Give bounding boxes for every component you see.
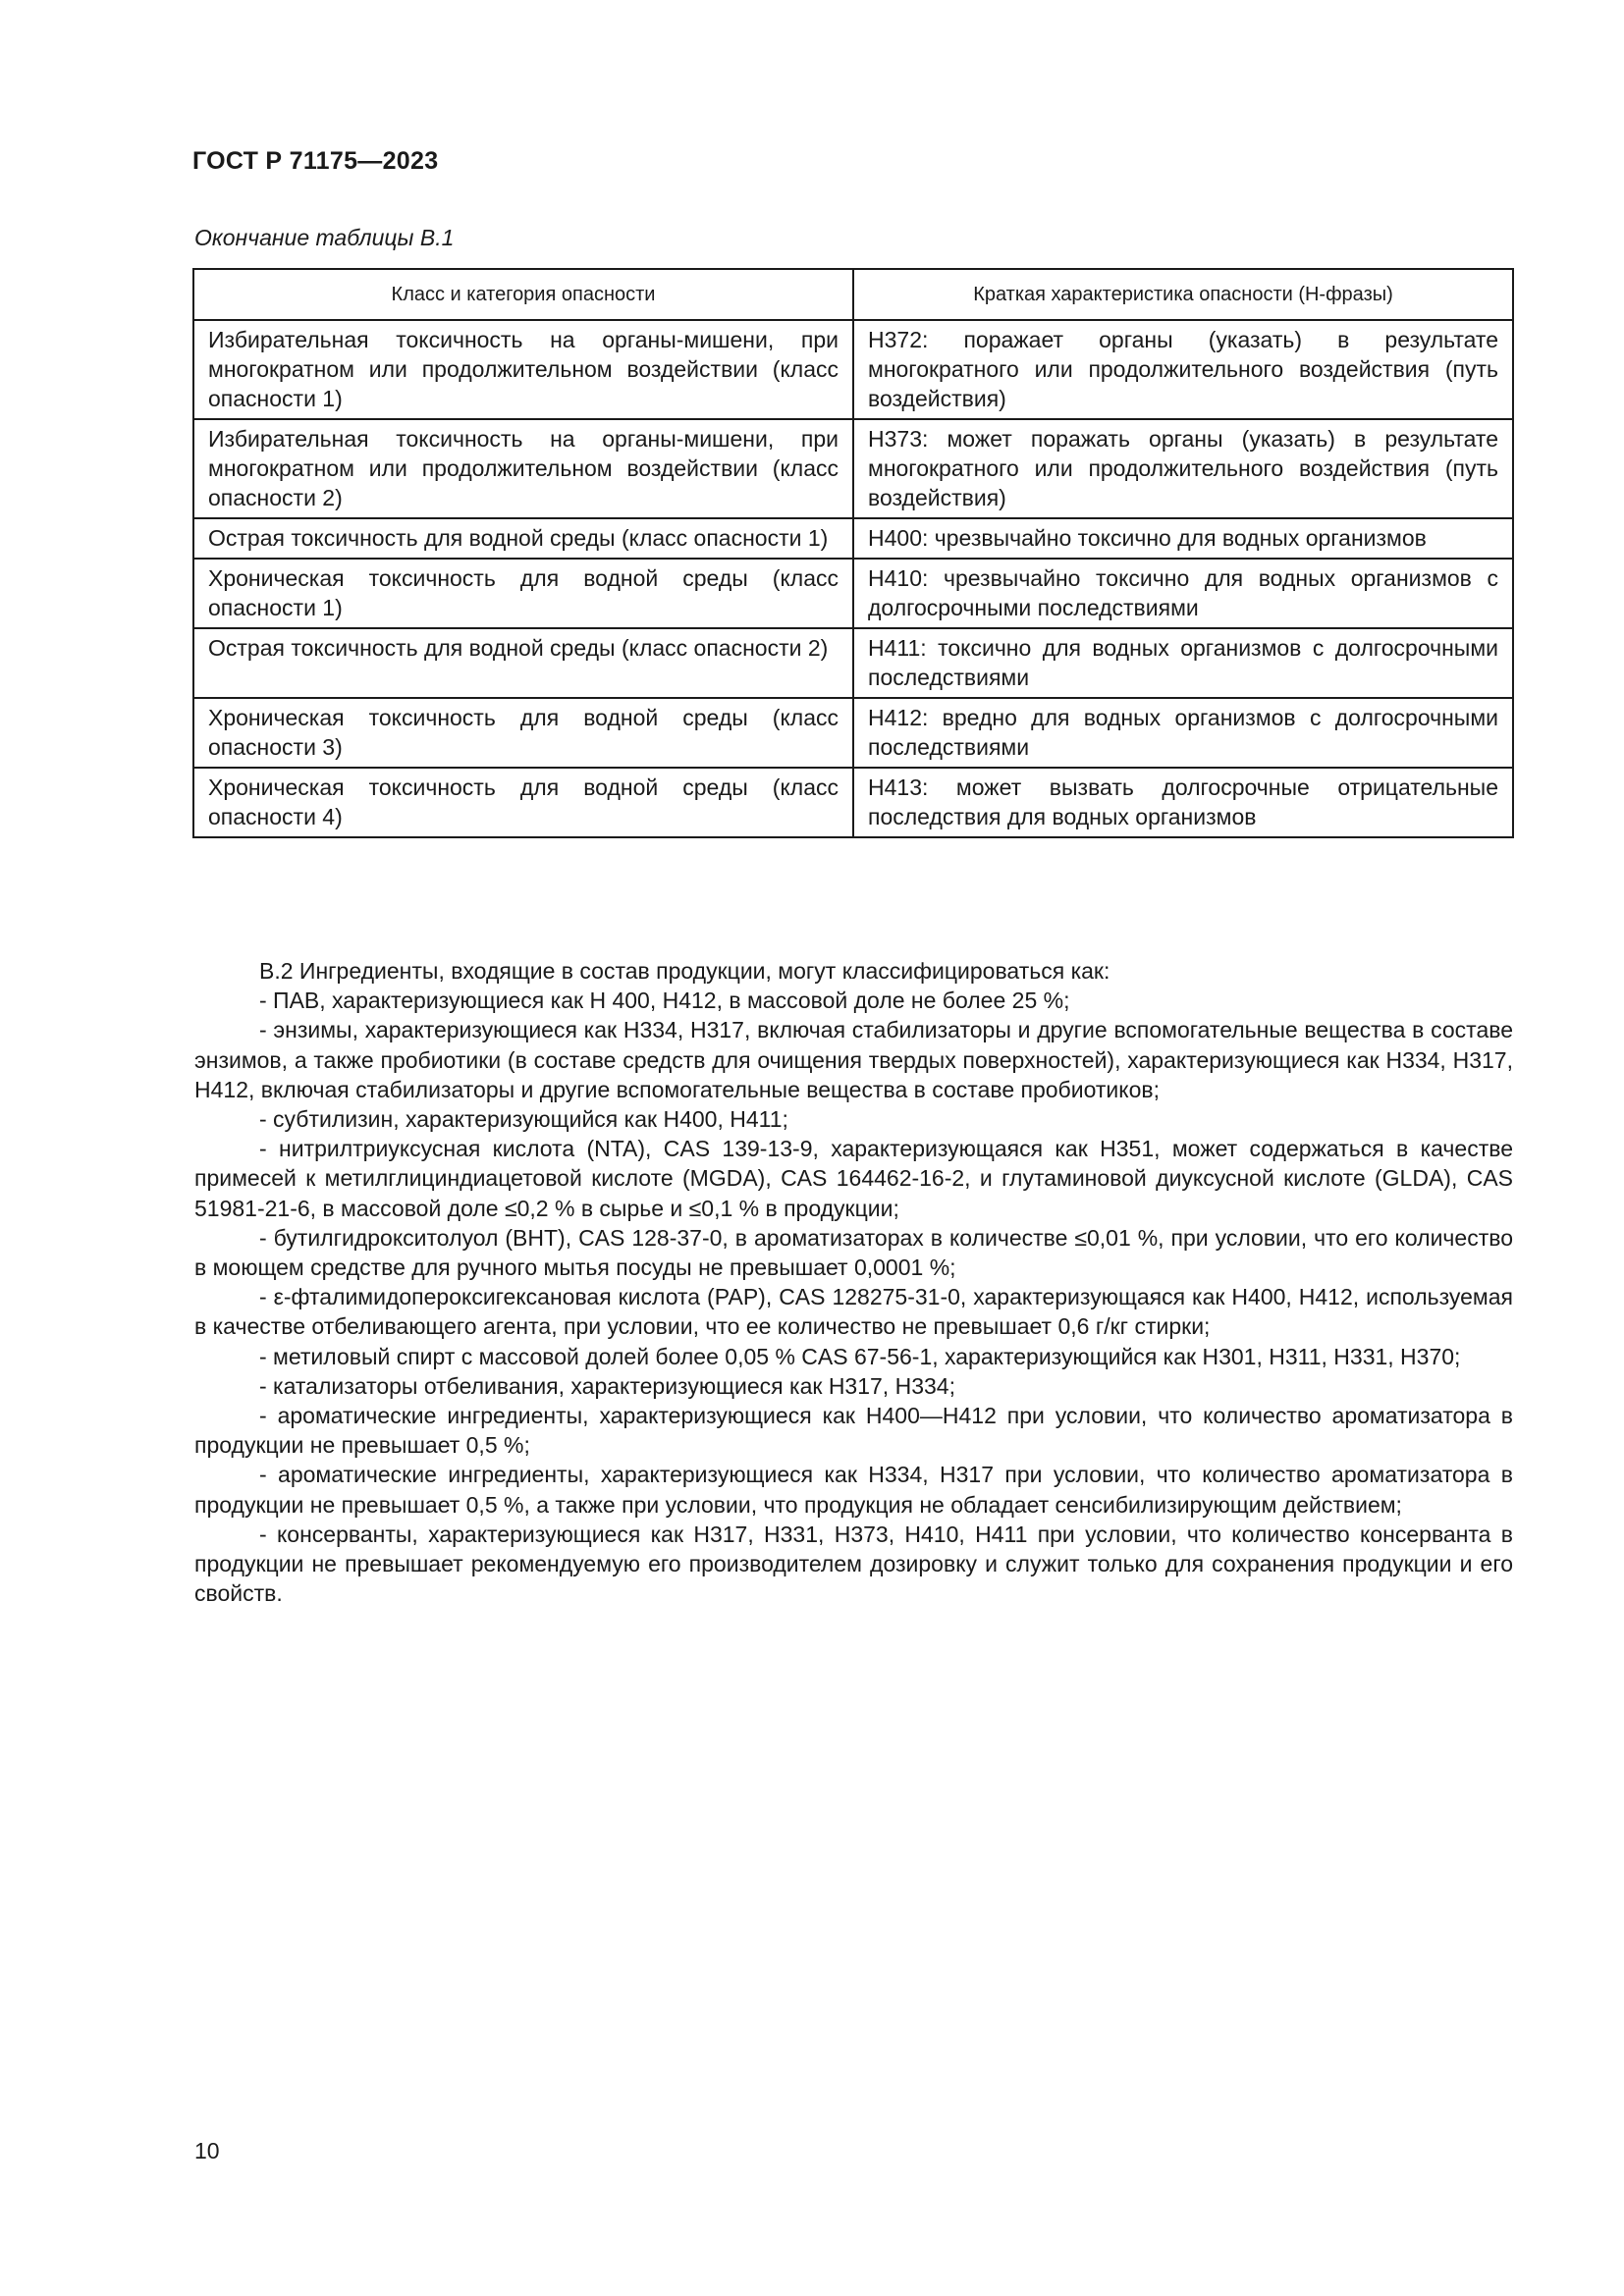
document-code: ГОСТ Р 71175—2023 [192, 147, 439, 175]
cell-h-phrase: Н373: может поражать органы (указать) в результате многократного или продолжительного воздействия (путь воздействия) [853, 419, 1513, 518]
cell-h-phrase: Н372: поражает органы (указать) в результате многократного или продолжительного воздействия (путь воздействия) [853, 320, 1513, 419]
cell-hazard-class: Хроническая токсичность для водной среды (класс опасности 3) [193, 698, 853, 768]
cell-h-phrase: Н412: вредно для водных организмов с долгосрочными последствиями [853, 698, 1513, 768]
column-header-hazard-class: Класс и категория опасности [193, 269, 853, 320]
cell-h-phrase: Н410: чрезвычайно токсично для водных организмов с долгосрочными последствиями [853, 559, 1513, 628]
cell-hazard-class: Острая токсичность для водной среды (класс опасности 1) [193, 518, 853, 559]
table-header-row [193, 269, 1513, 320]
cell-hazard-class: Острая токсичность для водной среды (класс опасности 2) [193, 628, 853, 698]
section-b2-text [194, 956, 1513, 1608]
hazard-table [192, 268, 1514, 838]
list-item: - бутилгидрокситолуол (ВНТ), CAS 128-37-0, в ароматизаторах в количестве ≤0,01 %, при условии, что его количество в моющем средстве для ручного мытья посуды не превышает 0,0001 %; [194, 1224, 1513, 1281]
table-caption: Окончание таблицы В.1 [194, 225, 455, 250]
table-row [193, 320, 1513, 419]
table-row [193, 518, 1513, 559]
table-row [193, 419, 1513, 518]
list-item: - ароматические ингредиенты, характеризующиеся как Н400—Н412 при условии, что количество ароматизатора в продукции не превышает 0,5 %; [194, 1403, 1513, 1459]
column-header-h-phrases: Краткая характеристика опасности (Н-фразы) [853, 269, 1513, 320]
list-item: - катализаторы отбеливания, характеризующиеся как Н317, Н334; [259, 1372, 955, 1399]
cell-hazard-class: Хроническая токсичность для водной среды (класс опасности 4) [193, 768, 853, 837]
table-row [193, 559, 1513, 628]
list-item: - энзимы, характеризующиеся как Н334, Н317, включая стабилизаторы и другие вспомогательные вещества в составе энзимов, а также пробиотики (в составе средств для очищения твердых поверхностей), характеризующиеся как Н334, Н317, Н412, включая стабилизаторы и другие вспомогательные вещества в составе пробиотиков; [194, 1017, 1513, 1102]
cell-h-phrase: Н400: чрезвычайно токсично для водных организмов [853, 518, 1513, 559]
cell-hazard-class: Избирательная токсичность на органы-мишени, при многократном или продолжительном воздействии (класс опасности 1) [193, 320, 853, 419]
list-item: - субтилизин, характеризующийся как Н400, Н411; [259, 1106, 788, 1133]
cell-h-phrase: Н413: может вызвать долгосрочные отрицательные последствия для водных организмов [853, 768, 1513, 837]
page-number: 10 [194, 2138, 220, 2163]
cell-h-phrase: Н411: токсично для водных организмов с долгосрочными последствиями [853, 628, 1513, 698]
cell-hazard-class: Избирательная токсичность на органы-мишени, при многократном или продолжительном воздействии (класс опасности 2) [193, 419, 853, 518]
section-heading-paragraph: В.2 Ингредиенты, входящие в состав продукции, могут классифицироваться как: [259, 958, 1110, 984]
list-item: - ароматические ингредиенты, характеризующиеся как Н334, Н317 при условии, что количество ароматизатора в продукции не превышает 0,5 %, а также при условии, что продукция не обладает сенсибилизирующим действием; [194, 1462, 1513, 1518]
list-item: - нитрилтриуксусная кислота (NTA), CAS 139-13-9, характеризующаяся как Н351, может содержаться в качестве примесей к метилглициндиацетовой кислоте (MGDA), CAS 164462-16-2, и глутаминовой диуксусной кислоте (GLDA), CAS 51981-21-6, в массовой доле ≤0,2 % в сырье и ≤0,1 % в продукции; [194, 1136, 1513, 1221]
list-item: - ПАВ, характеризующиеся как Н 400, Н412, в массовой доле не более 25 %; [259, 988, 1070, 1014]
list-item: - ε-фталимидопероксигексановая кислота (РАР), CAS 128275-31-0, характеризующаяся как Н400, Н412, используемая в качестве отбеливающего агента, при условии, что ее количество не превышает 0,6 г/кг стирки; [194, 1284, 1513, 1340]
cell-hazard-class: Хроническая токсичность для водной среды (класс опасности 1) [193, 559, 853, 628]
table-row [193, 698, 1513, 768]
table-row [193, 768, 1513, 837]
list-item: - консерванты, характеризующиеся как Н317, Н331, Н373, Н410, Н411 при условии, что количество консерванта в продукции не превышает рекомендуемую его производителем дозировку и служит только для сохранения продукции и его свойств. [194, 1521, 1513, 1607]
list-item: - метиловый спирт с массовой долей более 0,05 % CAS 67-56-1, характеризующийся как Н301, Н311, Н331, Н370; [259, 1343, 1461, 1369]
table-row [193, 628, 1513, 698]
